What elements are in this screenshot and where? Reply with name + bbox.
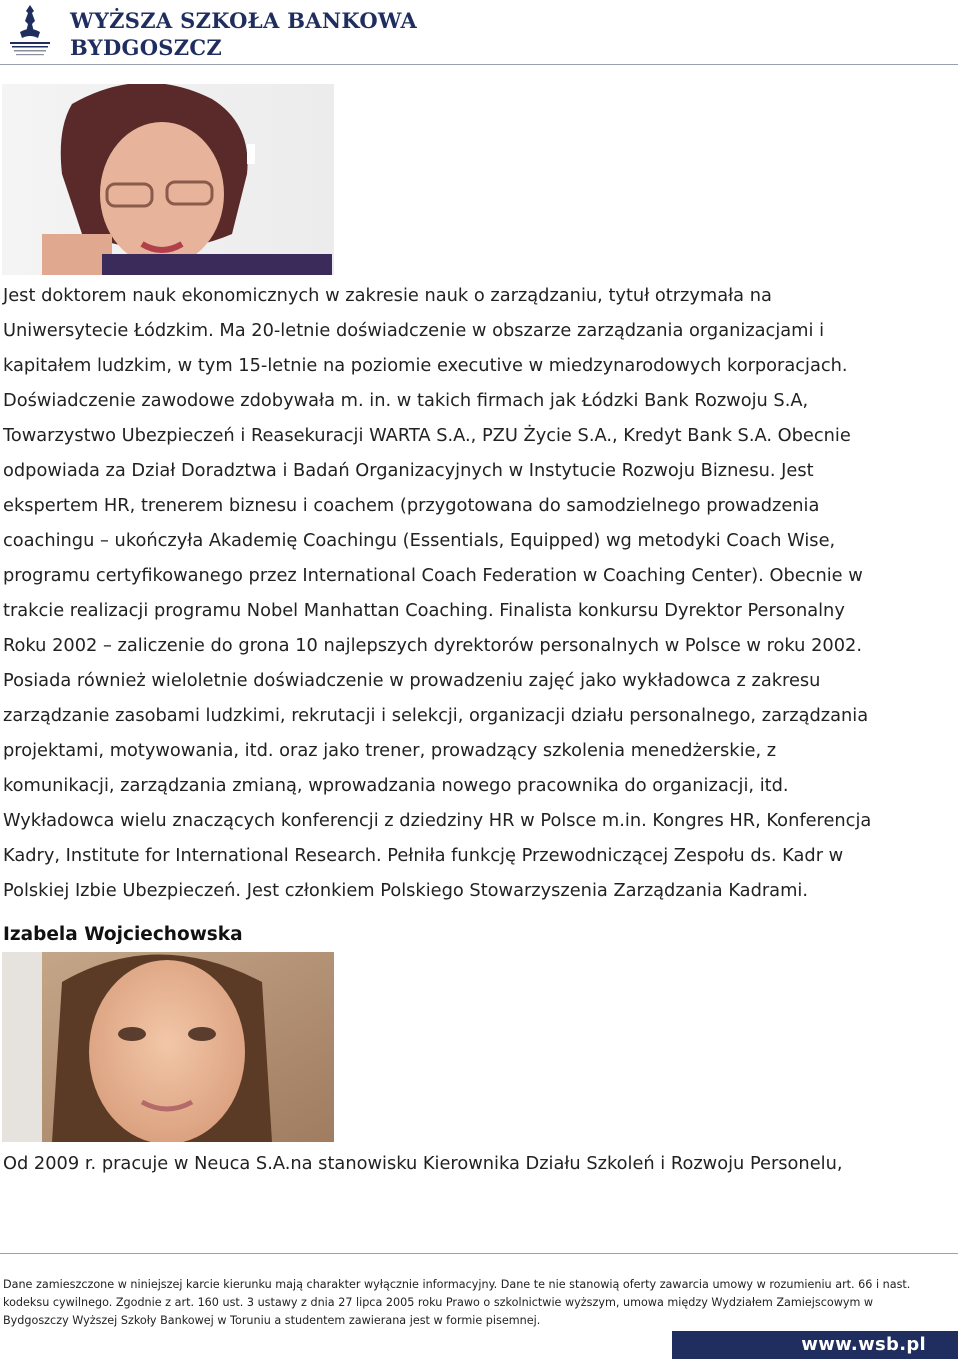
bio-line: Kadry, Institute for International Research. Pełniła funkcję Przewodniczącej Zespołu ds. Kadr w: [3, 845, 844, 866]
logo-subtitle: BYDGOSZCZ: [70, 35, 223, 60]
website-banner[interactable]: [672, 1331, 958, 1359]
bio-line: coachingu – ukończyła Akademię Coachingu (Essentials, Equipped) wg metodyki Coach Wise,: [3, 530, 836, 551]
bio-line: komunikacji, zarządzania zmianą, wprowadzania nowego pracownika do organizacji, itd.: [3, 775, 789, 796]
bio-line: Od 2009 r. pracuje w Neuca S.A.na stanowisku Kierownika Działu Szkoleń i Rozwoju Personelu,: [3, 1153, 843, 1174]
bio-line: Wykładowca wielu znaczących konferencji z dziedziny HR w Polsce m.in. Kongres HR, Konferencja: [3, 810, 872, 831]
bio-line: Roku 2002 – zaliczenie do grona 10 najlepszych dyrektorów personalnych w Polsce w roku 2002.: [3, 635, 862, 656]
bio-paragraph: [3, 278, 938, 908]
bio-line: Jest doktorem nauk ekonomicznych w zakresie nauk o zarządzaniu, tytuł otrzymała na: [3, 285, 772, 306]
person-name-heading: Izabela Wojciechowska: [3, 924, 243, 945]
logo-title: WYŻSZA SZKOŁA BANKOWA: [70, 8, 418, 33]
website-link[interactable]: www.wsb.pl: [801, 1334, 926, 1355]
footer-disclaimer: [3, 1276, 943, 1330]
portrait-photo-2: [2, 952, 334, 1142]
bio-line: odpowiada za Dział Doradztwa i Badań Organizacyjnych w Instytucie Rozwoju Biznesu. Jest: [3, 460, 814, 481]
bio-line: trakcie realizacji programu Nobel Manhattan Coaching. Finalista konkursu Dyrektor Personalny: [3, 600, 845, 621]
footer-line: Dane zamieszczone w niniejszej karcie kierunku mają charakter wyłącznie informacyjny. Dane te nie stanowią oferty zawarcia umowy w rozumieniu art. 66 i nast.: [3, 1278, 911, 1291]
bio-line: Posiada również wieloletnie doświadczenie w prowadzeniu zajęć jako wykładowca z zakresu: [3, 670, 821, 691]
bio-line: Doświadczenie zawodowe zdobywała m. in. w takich firmach jak Łódzki Bank Rozwoju S.A,: [3, 390, 809, 411]
bio-line: zarządzanie zasobami ludzkimi, rekrutacji i selekcji, organizacji działu personalnego, zarządzania: [3, 705, 869, 726]
bio-line: projektami, motywowania, itd. oraz jako trener, prowadzący szkolenia menedżerskie, z: [3, 740, 777, 761]
header-divider: [0, 64, 958, 65]
bio-line: Polskiej Izbie Ubezpieczeń. Jest członkiem Polskiego Stowarzyszenia Zarządzania Kadrami.: [3, 880, 808, 901]
footer-divider: [0, 1253, 958, 1254]
university-emblem-icon: [4, 2, 56, 62]
bio-line: Towarzystwo Ubezpieczeń i Reasekuracji WARTA S.A., PZU Życie S.A., Kredyt Bank S.A. Obecnie: [3, 425, 851, 446]
footer-line: Bydgoszczy Wyższej Szkoły Bankowej w Toruniu a studentem zawierana jest w formie pisemnej.: [3, 1314, 541, 1327]
footer-line: kodeksu cywilnego. Zgodnie z art. 160 ust. 3 ustawy z dnia 27 lipca 2005 roku Prawo o szkolnictwie wyższym, umowa między Wydziałem Zamiejscowym w: [3, 1296, 874, 1309]
bio-paragraph-2: [3, 1146, 938, 1181]
bio-line: ekspertem HR, trenerem biznesu i coachem (przygotowana do samodzielnego prowadzenia: [3, 495, 820, 516]
portrait-photo: [2, 84, 334, 275]
bio-line: Uniwersytecie Łódzkim. Ma 20-letnie doświadczenie w obszarze zarządzania organizacjami i: [3, 320, 825, 341]
bio-line: kapitałem ludzkim, w tym 15-letnie na poziomie executive w miedzynarodowych korporacjach.: [3, 355, 848, 376]
page-header: [0, 0, 960, 66]
bio-line: programu certyfikowanego przez International Coach Federation w Coaching Center). Obecnie w: [3, 565, 863, 586]
